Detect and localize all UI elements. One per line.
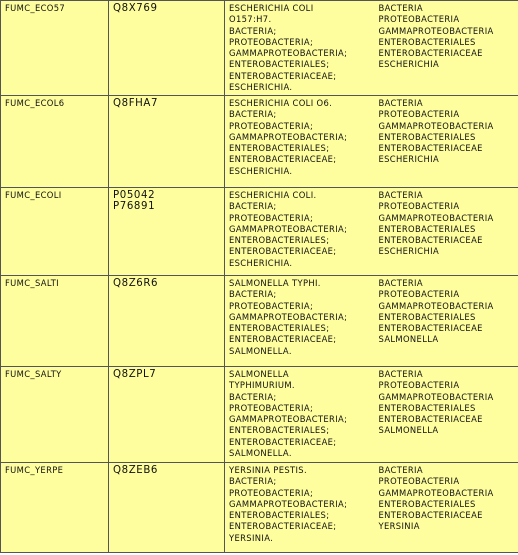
accession-number: Q8FHA7 bbox=[113, 98, 159, 109]
taxonomy-line: BACTERIA bbox=[378, 3, 423, 13]
taxonomy-cell bbox=[375, 96, 518, 188]
taxonomy-line: ENTEROBACTERIACEAE bbox=[378, 414, 483, 425]
entry-name-cell bbox=[1, 367, 109, 463]
organism-line: ENTEROBACTERIALES; bbox=[229, 59, 330, 70]
entry-name-cell bbox=[1, 188, 109, 276]
table-row bbox=[1, 1, 518, 96]
accession-cell bbox=[109, 463, 225, 553]
organism-line: BACTERIA; bbox=[229, 391, 277, 402]
accession-cell bbox=[109, 188, 225, 276]
entry-name: FUMC_ECOLI bbox=[5, 190, 62, 200]
taxonomy-line: BACTERIA bbox=[378, 98, 423, 108]
organism-cell bbox=[225, 96, 375, 188]
organism-line: SALMONELLA. bbox=[229, 448, 292, 459]
taxonomy-line: ENTEROBACTERIALES bbox=[378, 223, 476, 234]
taxonomy-line: GAMMAPROTEOBACTERIA bbox=[378, 25, 494, 36]
organism-line: BACTERIA; bbox=[229, 25, 277, 36]
taxonomy-line: ENTEROBACTERIALES bbox=[378, 36, 476, 47]
organism-line: GAMMAPROTEOBACTERIA; bbox=[229, 311, 348, 322]
taxonomy-line: PROTEOBACTERIA bbox=[378, 380, 460, 391]
entry-name: FUMC_ECO57 bbox=[5, 3, 66, 13]
table-row bbox=[1, 96, 518, 188]
taxonomy-cell bbox=[375, 1, 518, 96]
accession-cell bbox=[109, 367, 225, 463]
organism-line: PROTEOBACTERIA; bbox=[229, 212, 314, 223]
taxonomy-line: ENTEROBACTERIACEAE bbox=[378, 48, 483, 59]
taxonomy-line: GAMMAPROTEOBACTERIA bbox=[378, 212, 494, 223]
organism-cell bbox=[225, 1, 375, 96]
table-body bbox=[1, 1, 518, 553]
organism-cell bbox=[225, 367, 375, 463]
taxonomy-line: GAMMAPROTEOBACTERIA bbox=[378, 300, 494, 311]
organism-line: YERSINIA. bbox=[229, 532, 274, 543]
organism-line: BACTERIA; bbox=[229, 476, 277, 487]
taxonomy-cell bbox=[375, 463, 518, 553]
taxonomy-line: GAMMAPROTEOBACTERIA bbox=[378, 391, 494, 402]
accession-number: Q8ZPL7 bbox=[113, 369, 157, 380]
entry-name-cell bbox=[1, 96, 109, 188]
taxonomy-cell bbox=[375, 367, 518, 463]
taxonomy-cell bbox=[375, 276, 518, 367]
organism-cell bbox=[225, 463, 375, 553]
entry-name-cell bbox=[1, 1, 109, 96]
taxonomy-line: BACTERIA bbox=[378, 369, 423, 379]
organism-cell bbox=[225, 276, 375, 367]
taxonomy-line: PROTEOBACTERIA bbox=[378, 109, 460, 120]
entry-name: FUMC_YERPE bbox=[5, 465, 64, 475]
organism-line: ESCHERICHIA. bbox=[229, 82, 293, 93]
table-row bbox=[1, 367, 518, 463]
table-row bbox=[1, 463, 518, 553]
organism-line: BACTERIA; bbox=[229, 109, 277, 120]
organism-line: GAMMAPROTEOBACTERIA; bbox=[229, 498, 348, 509]
taxonomy-cell bbox=[375, 188, 518, 276]
organism-line: ESCHERICHIA COLI O6. bbox=[229, 98, 333, 108]
organism-line: ENTEROBACTERIACEAE; bbox=[229, 436, 337, 447]
entry-name-cell bbox=[1, 276, 109, 367]
organism-line: ENTEROBACTERIACEAE; bbox=[229, 246, 337, 257]
taxonomy-line: PROTEOBACTERIA bbox=[378, 14, 460, 25]
accession-cell bbox=[109, 1, 225, 96]
taxonomy-line: ESCHERICHIA bbox=[378, 154, 440, 165]
accession-cell bbox=[109, 96, 225, 188]
taxonomy-line: ENTEROBACTERIACEAE bbox=[378, 235, 483, 246]
taxonomy-line: BACTERIA bbox=[378, 190, 423, 200]
taxonomy-line: ESCHERICHIA bbox=[378, 59, 440, 70]
taxonomy-line: PROTEOBACTERIA bbox=[378, 289, 460, 300]
organism-line: O157:H7. bbox=[229, 14, 272, 25]
organism-line: ENTEROBACTERIACEAE; bbox=[229, 334, 337, 345]
taxonomy-line: BACTERIA bbox=[378, 278, 423, 288]
organism-line: SALMONELLA bbox=[229, 369, 289, 379]
taxonomy-line: ENTEROBACTERIALES bbox=[378, 402, 476, 413]
accession-number: Q8Z6R6 bbox=[113, 278, 159, 289]
entry-name-cell bbox=[1, 463, 109, 553]
organism-line: ESCHERICHIA COLI bbox=[229, 3, 314, 13]
table-row bbox=[1, 188, 518, 276]
taxonomy-line: SALMONELLA bbox=[378, 425, 439, 436]
organism-line: ESCHERICHIA COLI. bbox=[229, 190, 317, 200]
organism-line: ENTEROBACTERIALES; bbox=[229, 425, 330, 436]
taxonomy-line: ENTEROBACTERIALES bbox=[378, 498, 476, 509]
accession-number: Q8X769 bbox=[113, 3, 158, 14]
organism-cell bbox=[225, 188, 375, 276]
taxonomy-line: ENTEROBACTERIACEAE bbox=[378, 143, 483, 154]
organism-line: GAMMAPROTEOBACTERIA; bbox=[229, 48, 348, 59]
organism-line: ENTEROBACTERIALES; bbox=[229, 143, 330, 154]
organism-line: ENTEROBACTERIALES; bbox=[229, 510, 330, 521]
organism-line: PROTEOBACTERIA; bbox=[229, 120, 314, 131]
accession-cell bbox=[109, 276, 225, 367]
taxonomy-line: ENTEROBACTERIACEAE bbox=[378, 323, 483, 334]
taxonomy-line: ESCHERICHIA bbox=[378, 246, 440, 257]
table-row bbox=[1, 276, 518, 367]
organism-line: GAMMAPROTEOBACTERIA; bbox=[229, 414, 348, 425]
organism-line: YERSINIA PESTIS. bbox=[229, 465, 307, 475]
organism-line: BACTERIA; bbox=[229, 201, 277, 212]
organism-line: ENTEROBACTERIACEAE; bbox=[229, 70, 337, 81]
organism-line: PROTEOBACTERIA; bbox=[229, 402, 314, 413]
entry-name: FUMC_ECOL6 bbox=[5, 98, 65, 108]
taxonomy-line: ENTEROBACTERIALES bbox=[378, 131, 476, 142]
entry-name: FUMC_SALTY bbox=[5, 369, 62, 379]
taxonomy-line: SALMONELLA bbox=[378, 334, 439, 345]
organism-line: ENTEROBACTERIALES; bbox=[229, 235, 330, 246]
organism-line: ENTEROBACTERIACEAE; bbox=[229, 154, 337, 165]
taxonomy-line: YERSINIA bbox=[378, 521, 420, 532]
organism-line: SALMONELLA TYPHI. bbox=[229, 278, 321, 288]
organism-line: ENTEROBACTERIACEAE; bbox=[229, 521, 337, 532]
organism-line: GAMMAPROTEOBACTERIA; bbox=[229, 223, 348, 234]
accession-number: P76891 bbox=[113, 201, 156, 213]
taxonomy-line: PROTEOBACTERIA bbox=[378, 476, 460, 487]
organism-line: ENTEROBACTERIALES; bbox=[229, 323, 330, 334]
organism-line: ESCHERICHIA. bbox=[229, 257, 293, 268]
accession-number: P05042 bbox=[113, 190, 156, 201]
taxonomy-line: ENTEROBACTERIALES bbox=[378, 311, 476, 322]
organism-line: SALMONELLA. bbox=[229, 345, 292, 356]
organism-line: PROTEOBACTERIA; bbox=[229, 487, 314, 498]
entry-name: FUMC_SALTI bbox=[5, 278, 60, 288]
taxonomy-line: BACTERIA bbox=[378, 465, 423, 475]
organism-line: PROTEOBACTERIA; bbox=[229, 300, 314, 311]
accession-number: Q8ZEB6 bbox=[113, 465, 158, 476]
taxonomy-line: PROTEOBACTERIA bbox=[378, 201, 460, 212]
organism-line: GAMMAPROTEOBACTERIA; bbox=[229, 131, 348, 142]
taxonomy-line: ENTEROBACTERIACEAE bbox=[378, 510, 483, 521]
organism-line: PROTEOBACTERIA; bbox=[229, 36, 314, 47]
organism-line: ESCHERICHIA. bbox=[229, 165, 293, 176]
organism-line: BACTERIA; bbox=[229, 289, 277, 300]
organism-line: TYPHIMURIUM. bbox=[229, 380, 295, 391]
taxonomy-line: GAMMAPROTEOBACTERIA bbox=[378, 487, 494, 498]
taxonomy-line: GAMMAPROTEOBACTERIA bbox=[378, 120, 494, 131]
